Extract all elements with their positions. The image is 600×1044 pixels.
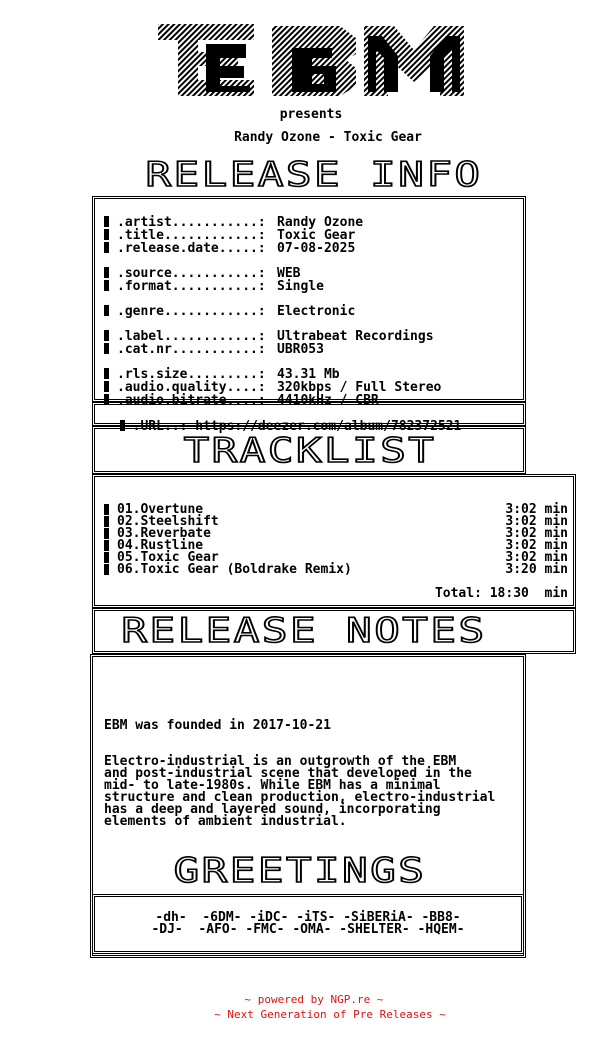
- track-title: 06.Toxic Gear (Boldrake Remix): [117, 562, 352, 577]
- info-row: [104, 242, 514, 255]
- info-label: .cat.nr...........:: [117, 342, 266, 357]
- notes-line: and post-industrial scene that developed in the: [104, 766, 472, 781]
- info-value: Electronic: [277, 304, 356, 319]
- bullet-icon: [104, 528, 109, 539]
- tracklist-heading: TRACKLIST: [183, 431, 437, 471]
- logo-letter-e: [158, 24, 254, 96]
- bullet-icon: [104, 267, 109, 278]
- greetings-line-1: -dh- -6DM- -iDC- -iTS- -SiBERiA- -BB8-: [155, 910, 461, 925]
- info-label: .genre............:: [117, 304, 266, 319]
- track-title: 02.Steelshift: [117, 514, 219, 529]
- founded-text: EBM was founded in 2017-10-21: [104, 718, 331, 733]
- info-label: .rls.size.........:: [117, 367, 266, 382]
- bullet-icon: [104, 368, 109, 379]
- track-duration: 3:02 min: [505, 526, 568, 541]
- info-row: [104, 343, 514, 356]
- release-info-list: [104, 216, 514, 407]
- notes-line: Electro-industrial is an outgrowth of the EBM: [104, 754, 457, 769]
- ebm-logo: [158, 22, 464, 98]
- info-value: Single: [277, 279, 324, 294]
- url-label: .URL..:: [132, 419, 188, 434]
- footer-powered: ~ powered by NGP.re ~: [244, 993, 384, 1006]
- info-label: .audio.quality....:: [117, 380, 266, 395]
- bullet-icon: [104, 504, 109, 515]
- bullet-icon: [104, 552, 109, 563]
- info-label: .format...........:: [117, 279, 266, 294]
- tracklist: [104, 504, 568, 576]
- greetings-line-2: -DJ- -AFO- -FMC- -OMA- -SHELTER- -HQEM-: [151, 922, 465, 937]
- notes-line: elements of ambient industrial.: [104, 814, 347, 829]
- info-label: .label............:: [117, 329, 266, 344]
- info-value: 43.31 Mb: [277, 367, 340, 382]
- info-value: Ultrabeat Recordings: [277, 329, 434, 344]
- notes-line: has a deep and layered sound, incorporating: [104, 802, 441, 817]
- presents-text: presents: [279, 107, 343, 122]
- bullet-icon: [104, 229, 109, 240]
- release-info-heading: RELEASE INFO: [145, 155, 483, 195]
- info-label: .audio.bitrate....:: [117, 393, 266, 408]
- bullet-icon: [104, 216, 109, 227]
- url-link[interactable]: https://deezer.com/album/782372521: [195, 419, 462, 434]
- bullet-icon: [104, 242, 109, 253]
- track-duration: 3:02 min: [505, 550, 568, 565]
- info-value: Toxic Gear: [277, 228, 356, 243]
- info-value: 4410kHz / CBR: [277, 393, 379, 408]
- info-label: .release.date.....:: [117, 241, 266, 256]
- info-value: 320kbps / Full Stereo: [277, 380, 442, 395]
- info-label: .artist...........:: [117, 215, 266, 230]
- notes-line: mid- to late-1980s. While EBM has a minimal: [104, 778, 441, 793]
- info-value: WEB: [277, 266, 301, 281]
- track-duration: 3:02 min: [505, 538, 568, 553]
- track-duration: 3:02 min: [505, 502, 568, 517]
- info-label: .source...........:: [117, 266, 266, 281]
- greetings-heading: GREETINGS: [173, 851, 427, 891]
- info-value: UBR053: [277, 342, 324, 357]
- track-title: 01.Overtune: [117, 502, 204, 517]
- notes-paragraph: [104, 756, 495, 828]
- info-value: 07-08-2025: [277, 241, 356, 256]
- logo-letter-b: [272, 26, 356, 96]
- info-value: Randy Ozone: [277, 215, 364, 230]
- bullet-icon: [104, 280, 109, 291]
- track-title: 03.Reverbate: [117, 526, 211, 541]
- bullet-icon: [104, 564, 109, 575]
- notes-line: structure and clean production, electro-industrial: [104, 790, 496, 805]
- info-row: [104, 280, 514, 293]
- bullet-icon: [104, 305, 109, 316]
- release-line: Randy Ozone - Toxic Gear: [234, 130, 422, 145]
- bullet-icon: [104, 343, 109, 354]
- track-row: [104, 564, 568, 576]
- total-duration: Total: 18:30 min: [434, 586, 568, 601]
- track-duration: 3:20 min: [505, 562, 568, 577]
- bullet-icon: [104, 540, 109, 551]
- track-title: 04.Rustline: [117, 538, 204, 553]
- info-label: .title............:: [117, 228, 266, 243]
- footer-tagline: ~ Next Generation of Pre Releases ~: [214, 1008, 446, 1021]
- logo-letter-m: [364, 26, 464, 96]
- bullet-icon: [104, 516, 109, 527]
- track-duration: 3:02 min: [505, 514, 568, 529]
- track-title: 05.Toxic Gear: [117, 550, 219, 565]
- bullet-icon: [104, 381, 109, 392]
- bullet-icon: [104, 330, 109, 341]
- info-row: [104, 305, 514, 318]
- release-notes-heading: RELEASE NOTES: [121, 611, 487, 651]
